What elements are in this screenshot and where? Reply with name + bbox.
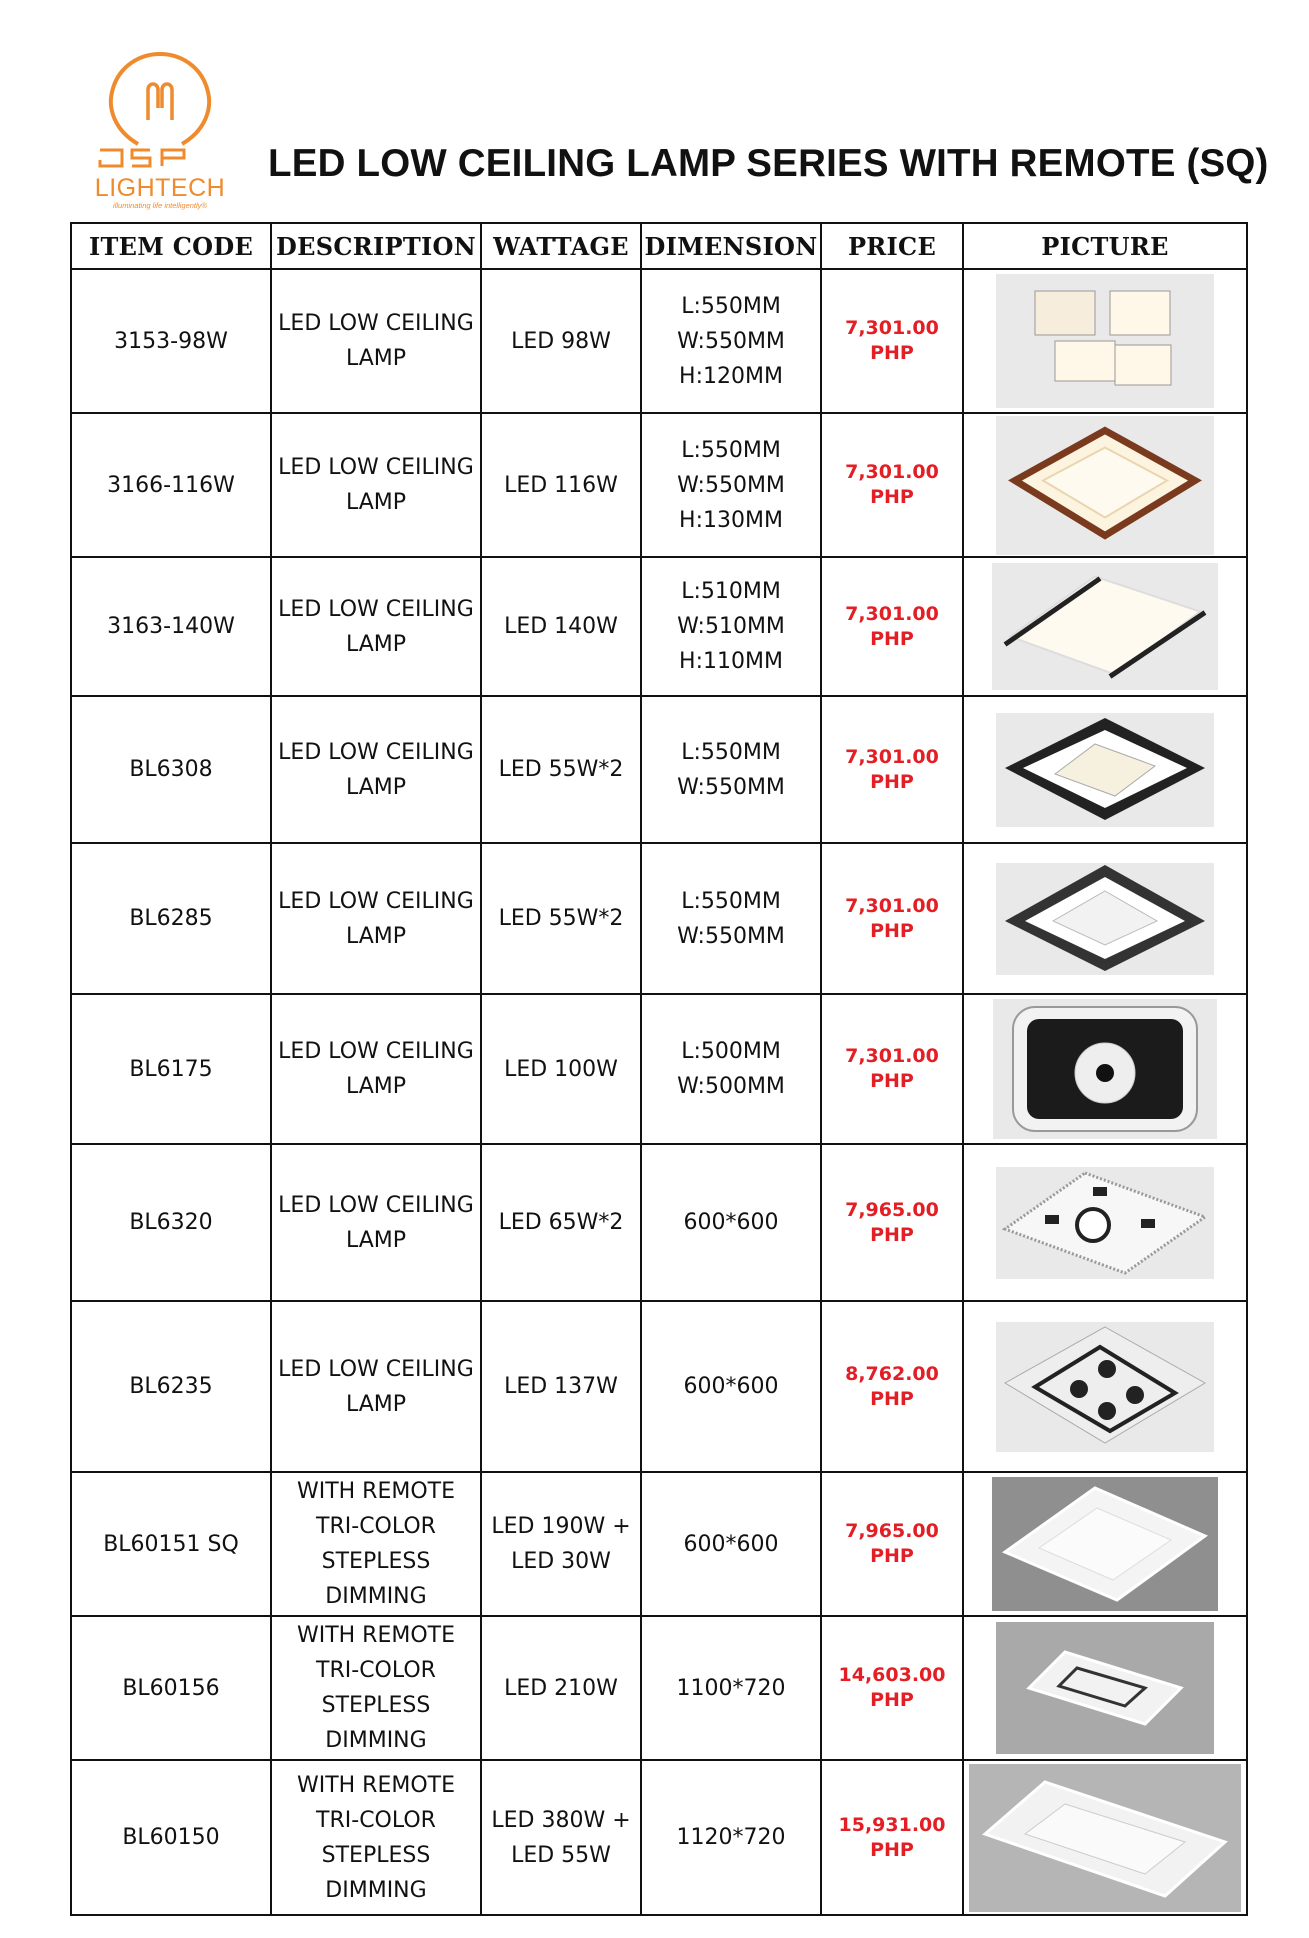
product-photo-layered-white-square-lamp	[992, 1477, 1218, 1611]
table-row	[71, 557, 1247, 696]
cell-price	[821, 994, 963, 1144]
cell-price	[821, 1616, 963, 1760]
price-amount: 7,301.00	[845, 461, 939, 483]
price-amount: 7,301.00	[845, 317, 939, 339]
cell-picture	[963, 1472, 1247, 1616]
table-header-row	[71, 223, 1247, 269]
product-photo-rectangular-tech-lamp	[996, 1622, 1214, 1754]
description-line: LAMP	[345, 1227, 407, 1253]
wattage-line: LED 55W	[511, 1842, 611, 1868]
price-currency: PHP	[870, 627, 914, 650]
cell-item-code: 3163-140W	[71, 557, 271, 696]
price-currency: PHP	[870, 770, 914, 793]
cell-dimension	[641, 269, 821, 413]
price-currency: PHP	[870, 1223, 914, 1246]
product-photo-black-frame-rotated-lamp	[996, 713, 1214, 827]
header-picture: PICTURE	[963, 223, 1247, 269]
description-line: LAMP	[345, 631, 407, 657]
product-photo-four-orb-square-lamp	[996, 1322, 1214, 1452]
product-photo-black-frame-layered-lamp	[996, 863, 1214, 975]
cell-wattage	[481, 1760, 641, 1915]
cell-price	[821, 557, 963, 696]
description-line: LED LOW CEILING	[278, 311, 474, 336]
cell-picture	[963, 696, 1247, 843]
cell-dimension	[641, 1760, 821, 1915]
table-row	[71, 843, 1247, 994]
wattage-line: LED 55W*2	[498, 906, 624, 931]
price-list-table	[70, 222, 1248, 1916]
dimension-line: W:510MM	[677, 614, 785, 639]
cell-price	[821, 843, 963, 994]
price-currency: PHP	[870, 342, 914, 364]
price-currency: PHP	[870, 1070, 914, 1092]
description-line: DIMMING	[325, 1584, 427, 1609]
dimension-line: W:500MM	[677, 1074, 785, 1099]
cell-wattage	[481, 1472, 641, 1616]
header-dimension: DIMENSION	[641, 223, 821, 269]
price-currency: PHP	[870, 919, 914, 942]
dimension-line: 600*600	[683, 1531, 779, 1557]
cell-price	[821, 1760, 963, 1915]
cell-description	[271, 1301, 481, 1472]
price-amount: 7,965.00	[845, 1520, 939, 1542]
cell-picture	[963, 1760, 1247, 1915]
dimension-line: L:550MM	[681, 888, 781, 914]
dimension-line: L:550MM	[681, 739, 781, 765]
dimension-line: L:550MM	[681, 293, 781, 319]
cell-price	[821, 1472, 963, 1616]
price-currency: PHP	[870, 486, 914, 508]
cell-dimension	[641, 1301, 821, 1472]
cell-dimension	[641, 696, 821, 843]
header-price: PRICE	[821, 223, 963, 269]
cell-picture	[963, 994, 1247, 1144]
wattage-line: LED 210W	[504, 1675, 618, 1701]
cell-description	[271, 1616, 481, 1760]
description-line: TRI-COLOR	[316, 1514, 436, 1539]
price-amount: 14,603.00	[838, 1664, 946, 1686]
description-line: LED LOW CEILING	[278, 739, 474, 765]
price-amount: 7,301.00	[845, 602, 939, 625]
product-photo-four-square-panels-lamp	[996, 274, 1214, 408]
description-line: STEPLESS	[321, 1549, 431, 1574]
cell-item-code: BL6320	[71, 1144, 271, 1301]
dimension-line: 600*600	[683, 1210, 779, 1235]
product-photo-layered-white-rect-lamp	[969, 1764, 1241, 1912]
description-line: LAMP	[345, 1391, 407, 1417]
cell-price	[821, 1144, 963, 1301]
cell-dimension	[641, 1616, 821, 1760]
wattage-line: LED 98W	[511, 328, 611, 354]
table-row	[71, 696, 1247, 843]
price-currency: PHP	[870, 1838, 914, 1861]
description-line: LED LOW CEILING	[278, 888, 474, 914]
price-amount: 15,931.00	[838, 1813, 946, 1836]
cell-description	[271, 843, 481, 994]
price-amount: 7,965.00	[845, 1198, 939, 1221]
cell-description	[271, 269, 481, 413]
wattage-line: LED 190W +	[491, 1514, 631, 1539]
description-line: DIMMING	[325, 1728, 427, 1753]
dimension-line: W:550MM	[677, 923, 785, 949]
dimension-line: H:120MM	[679, 363, 783, 389]
description-line: LED LOW CEILING	[278, 455, 474, 480]
cell-dimension	[641, 1472, 821, 1616]
cell-wattage	[481, 1616, 641, 1760]
cell-description	[271, 413, 481, 557]
table-row	[71, 1472, 1247, 1616]
brand-name: LIGHTECH	[94, 174, 226, 202]
price-amount: 7,301.00	[845, 745, 939, 768]
product-photo-crystal-dots-square-lamp	[996, 1167, 1214, 1279]
description-line: LAMP	[345, 346, 407, 371]
product-photo-offset-bars-square-lamp	[992, 563, 1218, 690]
table-row	[71, 1616, 1247, 1760]
cell-wattage	[481, 1144, 641, 1301]
price-amount: 8,762.00	[845, 1362, 939, 1385]
cell-price	[821, 696, 963, 843]
wattage-line: LED 100W	[504, 1056, 618, 1082]
cell-picture	[963, 1144, 1247, 1301]
description-line: STEPLESS	[321, 1842, 431, 1868]
wattage-line: LED 380W +	[491, 1807, 631, 1833]
dimension-line: W:550MM	[677, 472, 785, 498]
dimension-line: L:500MM	[681, 1039, 781, 1064]
description-line: LED LOW CEILING	[278, 1356, 474, 1382]
cell-item-code: BL6175	[71, 994, 271, 1144]
cell-wattage	[481, 1301, 641, 1472]
dimension-line: W:550MM	[677, 328, 785, 354]
table-row	[71, 1144, 1247, 1301]
dimension-line: L:510MM	[681, 579, 781, 604]
cell-item-code: BL60156	[71, 1616, 271, 1760]
description-line: LED LOW CEILING	[278, 1039, 474, 1064]
description-line: TRI-COLOR	[316, 1658, 436, 1683]
cell-item-code: 3166-116W	[71, 413, 271, 557]
table-row	[71, 413, 1247, 557]
price-currency: PHP	[870, 1387, 914, 1410]
description-line: WITH REMOTE	[296, 1623, 456, 1648]
cell-item-code: 3153-98W	[71, 269, 271, 413]
cell-description	[271, 1144, 481, 1301]
wattage-line: LED 137W	[504, 1374, 618, 1399]
description-line: LAMP	[345, 774, 407, 800]
cell-dimension	[641, 843, 821, 994]
dimension-line: 1100*720	[676, 1675, 786, 1701]
cell-price	[821, 1301, 963, 1472]
cell-wattage	[481, 557, 641, 696]
description-line: DIMMING	[325, 1877, 427, 1903]
cell-description	[271, 994, 481, 1144]
price-currency: PHP	[870, 1545, 914, 1567]
cell-picture	[963, 269, 1247, 413]
table-row	[71, 994, 1247, 1144]
cell-wattage	[481, 413, 641, 557]
header-item-code: ITEM CODE	[71, 223, 271, 269]
cell-item-code: BL6285	[71, 843, 271, 994]
description-line: LAMP	[345, 923, 407, 949]
dimension-line: 1120*720	[676, 1825, 786, 1850]
cell-price	[821, 413, 963, 557]
cell-wattage	[481, 994, 641, 1144]
wattage-line: LED 116W	[504, 472, 618, 498]
price-amount: 7,301.00	[845, 1045, 939, 1067]
dimension-line: H:110MM	[679, 649, 783, 674]
product-photo-wood-frame-square-lamp	[996, 416, 1214, 555]
description-line: WITH REMOTE	[296, 1772, 456, 1798]
cell-item-code: BL60151 SQ	[71, 1472, 271, 1616]
brand-logo	[88, 48, 232, 212]
wattage-line: LED 30W	[511, 1549, 611, 1574]
wattage-line: LED 65W*2	[498, 1210, 624, 1235]
description-line: WITH REMOTE	[296, 1479, 456, 1504]
table-row	[71, 269, 1247, 413]
cell-wattage	[481, 696, 641, 843]
brand-tagline: illuminating life intelligently®	[113, 201, 207, 210]
description-line: LAMP	[345, 1074, 407, 1099]
cell-picture	[963, 413, 1247, 557]
price-amount: 7,301.00	[845, 894, 939, 917]
cell-item-code: BL6235	[71, 1301, 271, 1472]
cell-picture	[963, 1301, 1247, 1472]
wattage-line: LED 140W	[504, 614, 618, 639]
description-line: TRI-COLOR	[316, 1807, 436, 1833]
cell-description	[271, 1760, 481, 1915]
product-photo-crystal-ring-square-lamp	[993, 999, 1217, 1139]
table-row	[71, 1760, 1247, 1915]
cell-dimension	[641, 994, 821, 1144]
cell-description	[271, 696, 481, 843]
dimension-line: H:130MM	[679, 507, 783, 533]
cell-dimension	[641, 413, 821, 557]
cell-description	[271, 557, 481, 696]
description-line: LED LOW CEILING	[278, 596, 474, 622]
dimension-line: 600*600	[683, 1374, 779, 1399]
cell-picture	[963, 1616, 1247, 1760]
cell-description	[271, 1472, 481, 1616]
cell-item-code: BL60150	[71, 1760, 271, 1915]
page-title: LED LOW CEILING LAMP SERIES WITH REMOTE (SQ)	[268, 142, 1269, 185]
cell-price	[821, 269, 963, 413]
cell-dimension	[641, 557, 821, 696]
price-currency: PHP	[870, 1689, 914, 1711]
wattage-line: LED 55W*2	[498, 757, 624, 782]
cell-wattage	[481, 269, 641, 413]
cell-item-code: BL6308	[71, 696, 271, 843]
cell-wattage	[481, 843, 641, 994]
description-line: LAMP	[345, 490, 407, 515]
cell-dimension	[641, 1144, 821, 1301]
header-wattage: WATTAGE	[481, 223, 641, 269]
header-description: DESCRIPTION	[271, 223, 481, 269]
cell-picture	[963, 557, 1247, 696]
dimension-line: W:550MM	[677, 774, 785, 800]
description-line: STEPLESS	[321, 1693, 431, 1718]
cell-picture	[963, 843, 1247, 994]
description-line: LED LOW CEILING	[278, 1192, 474, 1218]
dimension-line: L:550MM	[681, 437, 781, 463]
lightbulb-logo-icon	[88, 48, 232, 178]
table-row	[71, 1301, 1247, 1472]
